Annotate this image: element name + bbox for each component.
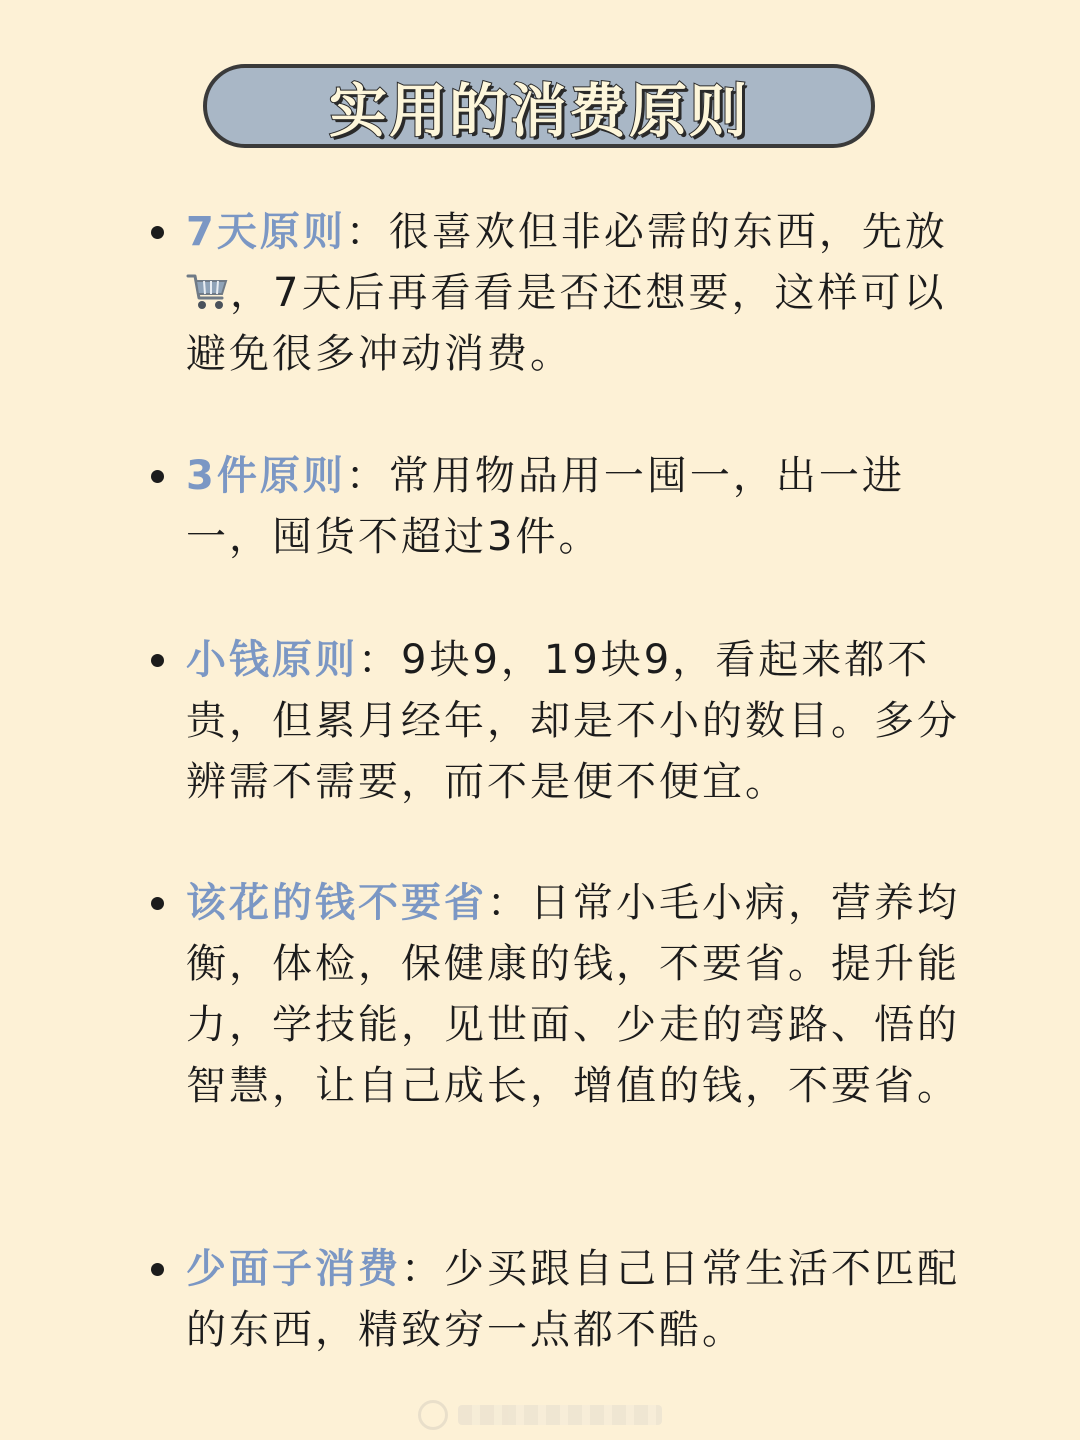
- watermark: [418, 1398, 662, 1432]
- principle-text: 很喜欢但非必需的东西，先放: [388, 209, 948, 255]
- watermark-text-blur: [458, 1405, 662, 1425]
- bullet-icon: [151, 470, 164, 483]
- principle-text: 常用物品用一囤一，出一进一，囤货不超过3件。: [186, 453, 905, 560]
- principle-colon: ：: [401, 1246, 444, 1292]
- principle-label: 3件原则: [186, 453, 346, 499]
- principle-text: 9块9，19块9，看起来都不贵，但累月经年，却是不小的数目。多分辨需不需要，而不是便不便宜。: [186, 637, 960, 805]
- principle-text: 少买跟自己日常生活不匹配的东西，精致穷一点都不酷。: [186, 1246, 960, 1353]
- principle-paragraph: [186, 873, 976, 1117]
- bullet-icon: [151, 654, 164, 667]
- principle-paragraph: [186, 630, 976, 813]
- principle-item-worth-spending: [186, 873, 976, 1117]
- bullet-icon: [151, 1263, 164, 1276]
- page-title: 实用的消费原则: [328, 77, 749, 145]
- watermark-logo-icon: [418, 1400, 448, 1430]
- bullet-icon: [151, 226, 164, 239]
- principle-item-small-money: [186, 630, 976, 813]
- principle-label: 小钱原则: [186, 637, 358, 683]
- principle-label: 少面子消费: [186, 1246, 401, 1292]
- principle-text: 日常小毛小病，营养均衡，体检，保健康的钱，不要省。提升能力，学技能，见世面、少走的弯路、悟的智慧，让自己成长，增值的钱，不要省。: [186, 880, 960, 1109]
- principle-colon: ：: [345, 453, 389, 499]
- principle-colon: ：: [358, 637, 401, 683]
- principle-item-3-items: [186, 446, 976, 568]
- bullet-icon: [151, 897, 164, 910]
- principle-paragraph: [186, 446, 976, 568]
- principle-text-continued: ，7天后再看看是否还想要，这样可以避免很多冲动消费。: [186, 270, 947, 377]
- shopping-cart-icon: [186, 269, 230, 309]
- principle-colon: ：: [345, 209, 389, 255]
- principle-item-7-days: [186, 202, 976, 385]
- principle-colon: ：: [487, 880, 530, 926]
- principle-label: 7天原则: [186, 209, 346, 255]
- principle-label: 该花的钱不要省: [186, 880, 487, 926]
- principle-item-less-face: [186, 1239, 976, 1361]
- principle-paragraph: [186, 202, 976, 385]
- principle-paragraph: [186, 1239, 976, 1361]
